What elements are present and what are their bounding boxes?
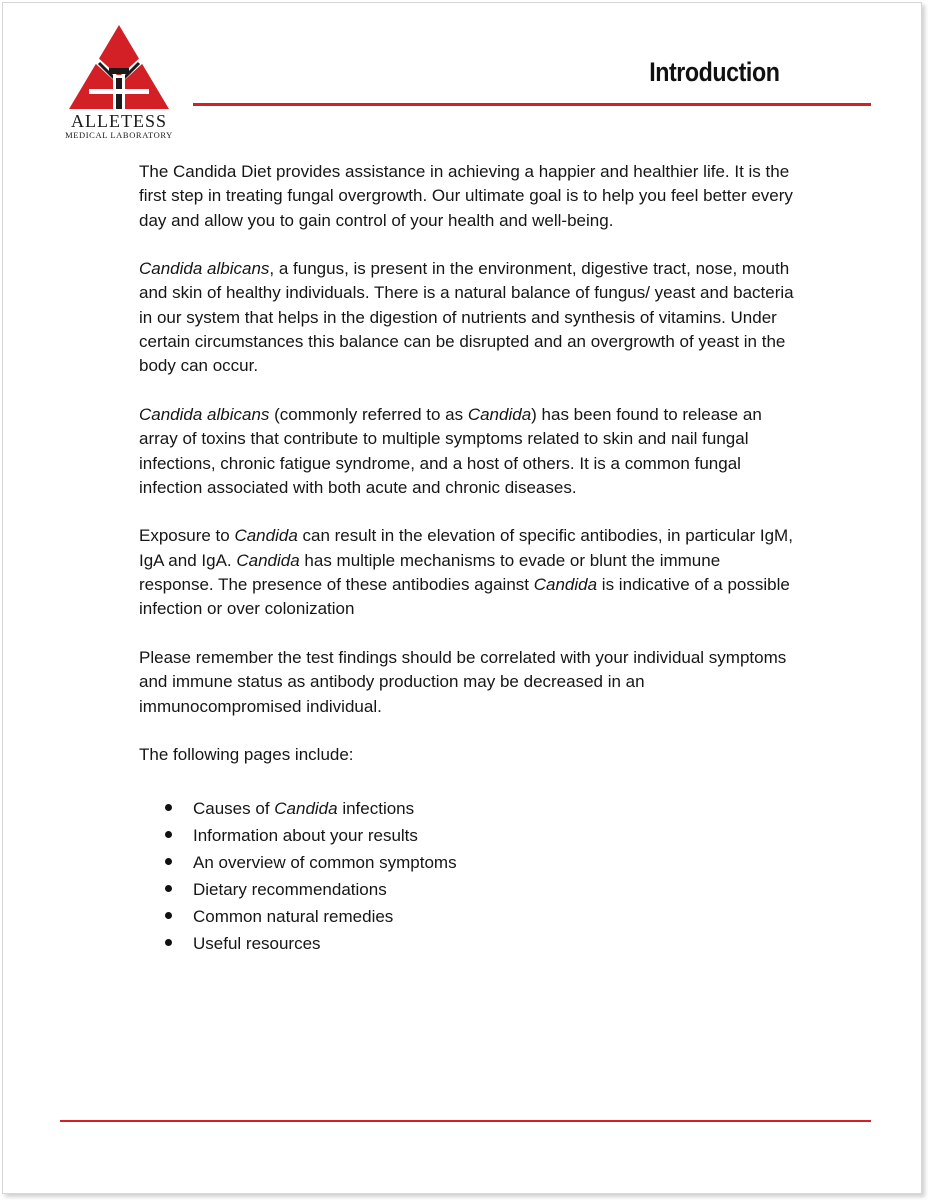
document-page: [2, 2, 922, 1194]
bullet-icon: [165, 885, 172, 892]
bullet-icon: [165, 831, 172, 838]
body-text: [139, 160, 799, 792]
header-divider: [193, 103, 871, 106]
paragraph-text: can result in the elevation of specific antibodies, in particular IgM, IgA and IgA.: [139, 526, 793, 570]
italic-term: Candida: [236, 550, 300, 570]
bullet-icon: [165, 912, 172, 919]
paragraph-text: ) has been found to release an array of toxins that contribute to multiple symptoms related to skin and nail fungal infections, chronic fatigue syndrome, and a host of others. It is a common fungal infection associated with both acute and chronic diseases.: [139, 404, 762, 497]
contents-list: [165, 795, 457, 957]
bullet-icon: [165, 804, 172, 811]
list-item-text: Common natural remedies: [193, 907, 394, 926]
logo-subtitle: MEDICAL LABORATORY: [65, 130, 173, 140]
list-item: [165, 849, 457, 876]
bullet-icon: [165, 939, 172, 946]
list-item: [165, 903, 457, 930]
logo-triangle-icon: [59, 23, 179, 113]
italic-term: Candida: [234, 526, 298, 546]
paragraph-intro: The Candida Diet provides assistance in achieving a happier and healthier life. It is the first step in treating fungal overgrowth. Our ultimate goal is to help you feel better every day and allow you to gain control of your health and well-being.: [139, 162, 793, 230]
list-item-text: Information about your results: [193, 826, 418, 845]
list-item-text: Useful resources: [193, 934, 321, 953]
list-item: [165, 822, 457, 849]
italic-term: Candida: [467, 404, 532, 424]
footer-divider: [60, 1120, 871, 1122]
paragraph-text: has multiple mechanisms to evade or blunt the immune response. The presence of these antibodies against: [139, 550, 721, 595]
list-item-text: An overview of common symptoms: [193, 853, 457, 872]
list-item-text: infections: [337, 799, 415, 818]
list-item-text: Dietary recommendations: [193, 880, 387, 899]
paragraph-text: (commonly referred to as: [269, 404, 468, 424]
logo-name: ALLETESS: [71, 111, 167, 131]
alletess-logo: [59, 23, 179, 141]
list-item: [165, 930, 457, 957]
list-item: [165, 876, 457, 903]
paragraph-antibodies: [139, 524, 799, 621]
paragraph-toxins: [139, 403, 799, 500]
paragraph-text: , a fungus, is present in the environment, digestive tract, nose, mouth and skin of healthy individuals. There is a natural balance of fungus/ yeast and bacteria in our system that helps in the digestion of nutrients and synthesis of vitamins. Under certain circumstances this balance can be disrupted and an overgrowth of yeast in the body can occur.: [139, 259, 794, 376]
italic-term: Candida: [533, 575, 598, 595]
paragraph-candida-albicans: [139, 257, 799, 378]
paragraph-text: Exposure to: [139, 526, 235, 546]
page-title: Introduction: [648, 57, 779, 87]
paragraph-remember: Please remember the test findings should be correlated with your individual symptoms and immune status as antibody production may be decreased in an immunocompromised individual.: [139, 647, 787, 716]
italic-term: Candida albicans: [139, 404, 270, 424]
list-item: [165, 795, 457, 822]
bullet-icon: [165, 858, 172, 865]
paragraph-text: is indicative of a possible infection or over colonization: [139, 575, 790, 619]
italic-term: Candida: [274, 799, 338, 818]
paragraph-following: The following pages include:: [139, 745, 354, 765]
list-item-text: Causes of: [193, 799, 275, 818]
italic-term: Candida albicans: [139, 259, 270, 279]
